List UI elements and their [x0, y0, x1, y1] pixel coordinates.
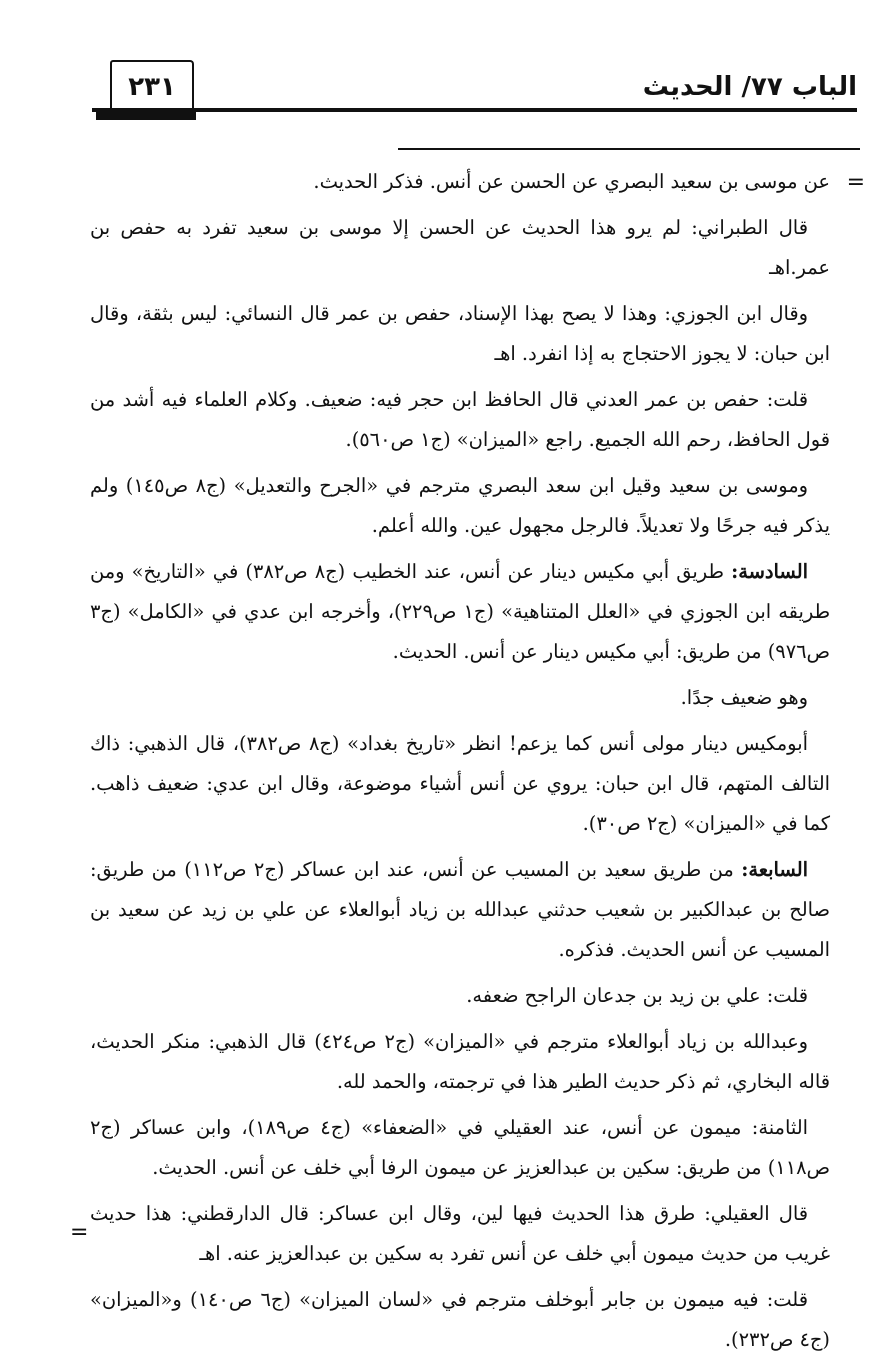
paragraph-text: طريق أبي مكيس دينار عن أنس، عند الخطيب (ج٨ ص٣٨٢) في «التاريخ» ومن طريقه ابن الجوزي في «العلل المتناهية» (ج١ ص٢٢٩)، وأخرجه ابن عدي في «الكامل» (ج٣ ص٩٧٦) من طريق: أبي مكيس دينار عن أنس. الحديث. [90, 560, 831, 663]
paragraph [90, 724, 830, 844]
paragraph-text: من طريق سعيد بن المسيب عن أنس، عند ابن عساكر (ج٢ ص١١٢) من طريق: صالح بن عبدالكبير بن شعيب حدثني عبدالله بن زياد أبوالعلاء عن علي بن زيد عن سعيد بن المسيب عن أنس الحديث. فذكره. [90, 858, 830, 961]
paragraph [90, 380, 830, 460]
paragraph-text: قال الطبراني: لم يرو هذا الحديث عن الحسن إلا موسى بن سعيد تفرد به حفص بن عمر.اهـ [90, 216, 830, 279]
paragraph-text: عن موسى بن سعيد البصري عن الحسن عن أنس. فذكر الحديث. [313, 170, 830, 193]
paragraph-text: قلت: فيه ميمون بن جابر أبوخلف مترجم في «لسان الميزان» (ج٦ ص١٤٠) و«الميزان» (ج٤ ص٢٣٢). [90, 1288, 830, 1351]
paragraph [90, 1280, 830, 1360]
paragraph-text: وهو ضعيف جدًا. [680, 686, 808, 709]
paragraph-text: الثامنة: ميمون عن أنس، عند العقيلي في «الضعفاء» (ج٤ ص١٨٩)، وابن عساكر (ج٢ ص١١٨) من طريق: سكين بن عبدالعزيز عن ميمون الرفا أبي خلف عن أنس. الحديث. [90, 1116, 830, 1179]
paragraph-lead: السادسة: [731, 560, 809, 583]
paragraph [90, 1022, 830, 1102]
paragraph [90, 976, 830, 1016]
paragraph [90, 1108, 830, 1188]
paragraph [90, 678, 830, 718]
body-text [90, 162, 830, 1366]
end-continuation-mark: = [70, 1220, 89, 1245]
header-rule-accent [96, 112, 196, 120]
paragraph [90, 850, 830, 970]
paragraph-lead: السابعة: [741, 858, 808, 881]
paragraph [90, 162, 830, 202]
paragraph-text: وموسى بن سعيد وقيل ابن سعد البصري مترجم في «الجرح والتعديل» (ج٨ ص١٤٥) ولم يذكر فيه جرحًا ولا تعديلاً. فالرجل مجهول عين. والله أعلم. [90, 474, 830, 537]
paragraph-text: قلت: علي بن زيد بن جدعان الراجح ضعفه. [466, 984, 808, 1007]
header-rule [92, 108, 857, 112]
paragraph [90, 208, 830, 288]
paragraph [90, 1194, 830, 1274]
paragraph-text: قلت: حفص بن عمر العدني قال الحافظ ابن حجر فيه: ضعيف. وكلام العلماء فيه أشد من قول الحافظ، رحم الله الجميع. راجع «الميزان» (ج١ ص٥٦٠). [90, 388, 830, 451]
paragraph-text: قال العقيلي: طرق هذا الحديث فيها لين، وقال ابن عساكر: قال الدارقطني: هذا حديث غريب من حديث ميمون أبي خلف عن أنس تفرد به سكين بن عبدالعزيز عنه. اهـ [90, 1202, 830, 1265]
footnote-continuation-rule [398, 148, 860, 150]
chapter-title: الباب ٧٧/ الحديث [642, 72, 857, 102]
paragraph [90, 294, 830, 374]
paragraph-text: وعبدالله بن زياد أبوالعلاء مترجم في «الميزان» (ج٢ ص٤٢٤) قال الذهبي: منكر الحديث، قاله البخاري، ثم ذكر حديث الطير هذا في ترجمته، والحمد لله. [90, 1030, 830, 1093]
paragraph [90, 466, 830, 546]
page-number: ٢٣١ [110, 60, 194, 112]
continuation-mark: = [846, 170, 865, 195]
paragraph-text: أبومكيس دينار مولى أنس كما يزعم! انظر «تاريخ بغداد» (ج٨ ص٣٨٢)، قال الذهبي: ذاك التالف المتهم، قال ابن حبان: يروي عن أنس أشياء موضوعة، وقال ابن عدي: ضعيف ذاهب. كما في «الميزان» (ج٢ ص٣٠). [90, 732, 830, 835]
paragraph [90, 552, 830, 672]
paragraph-text: وقال ابن الجوزي: وهذا لا يصح بهذا الإسناد، حفص بن عمر قال النسائي: ليس بثقة، وقال ابن حبان: لا يجوز الاحتجاج به إذا انفرد. اهـ [90, 302, 830, 365]
